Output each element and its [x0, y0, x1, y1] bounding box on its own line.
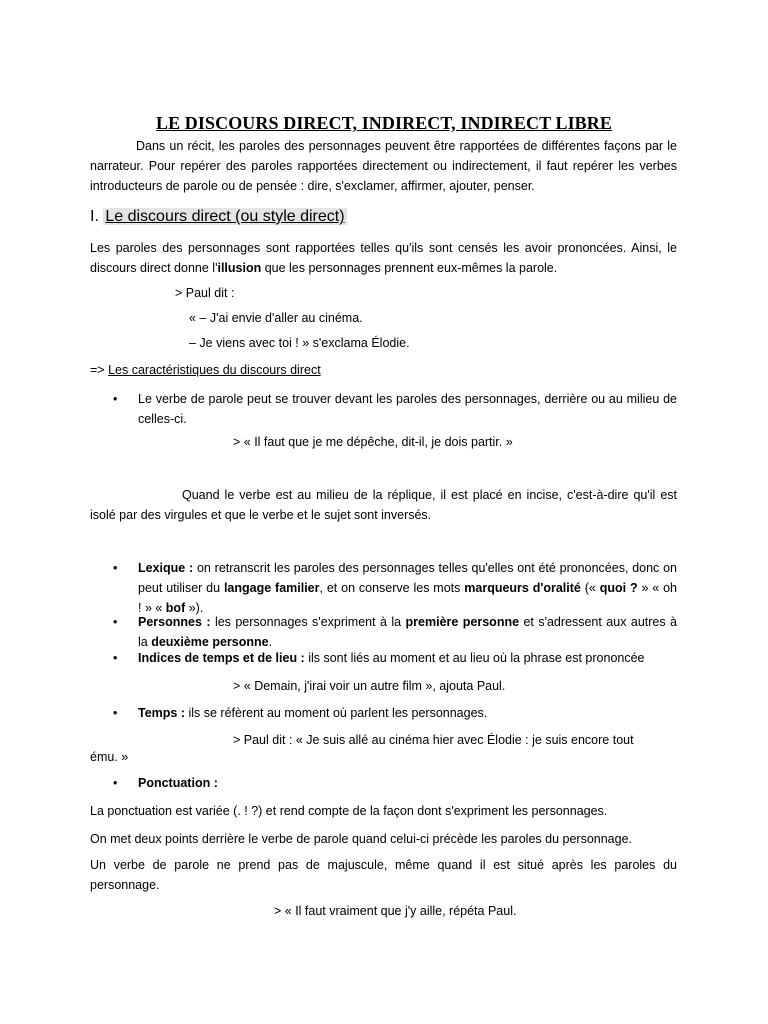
- incise-paragraph: Quand le verbe est au milieu de la réplique, il est placé en incise, c'est-à-dire qu'il est isolé par des virgules et que le verbe et le sujet sont inversés.: [90, 488, 677, 522]
- bullet-text-ponctuation: [138, 773, 677, 793]
- bullet-dot: •: [113, 776, 118, 790]
- indices-text: ils sont liés au moment et au lieu où la phrase est prononcée: [304, 651, 645, 665]
- personnes-bold-1: première personne: [405, 615, 520, 629]
- personnes-text-2: et s'adressent aux autres à la: [138, 615, 677, 649]
- lexique-bold-3: quoi ?: [599, 581, 638, 595]
- section-heading-discours-direct: [90, 206, 347, 228]
- definition-paragraph: [90, 238, 677, 278]
- example-line-2: – Je viens avec toi ! » s'exclama Élodie.: [189, 336, 410, 350]
- lexique-bold-4: bof: [165, 601, 186, 615]
- lexique-text-4: » « oh ! » «: [138, 581, 677, 615]
- bullet-dot: •: [113, 651, 118, 665]
- personnes-text-3: .: [268, 635, 273, 649]
- example-line-1: « – J'ai envie d'aller au cinéma.: [189, 311, 363, 325]
- characteristics-arrow: =>: [90, 363, 109, 377]
- personnes-text-1: les personnages s'expriment à la: [210, 615, 406, 629]
- definition-text-1: Les paroles des personnages sont rapportées telles qu'ils sont censés les avoir prononcées. Ainsi, le discours direct donne l': [90, 241, 677, 275]
- lexique-text-3: («: [580, 581, 600, 595]
- lexique-bold-2: marqueurs d'oralité: [464, 581, 581, 595]
- section-title: Le discours direct (ou style direct): [105, 208, 345, 225]
- ponctuation-label: Ponctuation :: [138, 776, 218, 790]
- verbe-example: > « Il faut que je me dépêche, dit-il, je dois partir. »: [233, 435, 513, 449]
- temps-example-line-1: > Paul dit : « Je suis allé au cinéma hier avec Élodie : je suis encore tout: [233, 733, 634, 747]
- bullet-dot: •: [113, 615, 118, 629]
- bullet-item-ponctuation: [113, 773, 677, 793]
- bullet-text-personnes: [138, 612, 677, 652]
- bullet-text-temps: [138, 703, 677, 723]
- ponctuation-paragraph-2: On met deux points derrière le verbe de parole quand celui-ci précède les paroles du personnage.: [90, 832, 632, 846]
- bullet-item-verbe: [113, 389, 677, 429]
- ponctuation-example: > « Il faut vraiment que j'y aille, répéta Paul.: [274, 904, 517, 918]
- temps-example-line-2: ému. »: [90, 750, 129, 764]
- indices-label: Indices de temps et de lieu :: [138, 651, 305, 665]
- personnes-bold-2: deuxième personne: [151, 635, 269, 649]
- characteristics-heading: [90, 361, 321, 379]
- bullet-text-indices: [138, 648, 677, 668]
- intro-paragraph: Dans un récit, les paroles des personnages peuvent être rapportées de différentes façons par le narrateur. Pour repérer des paroles rapportées directement ou indirectement, il faut repérer les verbes introducteurs de parole ou de pensée : dire, s'exclamer, affirmer, ajouter, penser.: [90, 139, 677, 193]
- indices-example: > « Demain, j'irai voir un autre film », ajouta Paul.: [233, 679, 506, 693]
- ponctuation-paragraph-1: La ponctuation est variée (. ! ?) et rend compte de la façon dont s'expriment les personnages.: [90, 804, 608, 818]
- lexique-text-2: , et on conserve les mots: [319, 581, 465, 595]
- bullet-text-lexique: [138, 558, 677, 618]
- bullet-item-temps: [113, 703, 677, 723]
- lexique-text-5: »).: [185, 601, 204, 615]
- bullet-text-verbe: Le verbe de parole peut se trouver devant les paroles des personnages, derrière ou au milieu de celles-ci.: [138, 392, 677, 426]
- bullet-item-indices: [113, 648, 677, 668]
- page-title: LE DISCOURS DIRECT, INDIRECT, INDIRECT LIBRE: [155, 113, 612, 133]
- lexique-label: Lexique :: [138, 561, 194, 575]
- definition-text-2: que les personnages prennent eux-mêmes la parole.: [261, 261, 558, 275]
- section-number: I.: [90, 208, 99, 225]
- personnes-label: Personnes :: [138, 615, 211, 629]
- lexique-bold-1: langage familier: [223, 581, 320, 595]
- definition-bold-illusion: illusion: [217, 261, 262, 275]
- bullet-dot: •: [113, 392, 118, 406]
- ponctuation-paragraph-3: Un verbe de parole ne prend pas de majuscule, même quand il est situé après les paroles du personnage.: [90, 858, 677, 892]
- example-intro: > Paul dit :: [175, 286, 235, 300]
- temps-label: Temps :: [138, 706, 185, 720]
- bullet-item-lexique: [113, 558, 677, 618]
- bullet-dot: •: [113, 706, 118, 720]
- temps-text: ils se réfèrent au moment où parlent les personnages.: [185, 706, 488, 720]
- bullet-dot: •: [113, 561, 118, 575]
- characteristics-title: Les caractéristiques du discours direct: [108, 363, 321, 377]
- lexique-text-1: on retranscrit les paroles des personnages telles qu'elles ont été prononcées, donc on peut utiliser du: [138, 561, 677, 595]
- bullet-item-personnes: [113, 612, 677, 652]
